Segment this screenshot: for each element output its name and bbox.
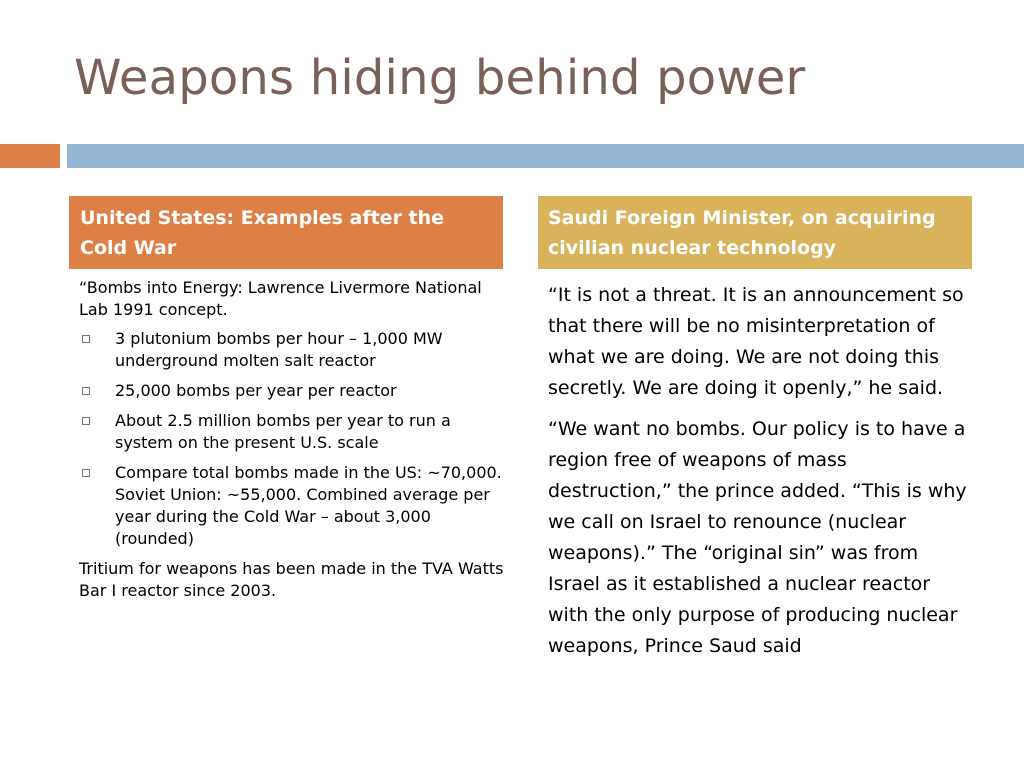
left-closing-text: Tritium for weapons has been made in the TVA Watts Bar I reactor since 2003. — [79, 559, 504, 600]
square-bullet-icon — [82, 417, 90, 425]
right-quote-paragraph: “We want no bombs. Our policy is to have a region free of weapons of mass destruction,” the prince added. “This is why we call on Israel to renounce (nuclear weapons).” The “original sin” was from Israel as it established a nuclear reactor with the only purpose of producing nuclear weapons, Prince Saud said — [548, 418, 967, 657]
left-bullet-list — [79, 328, 509, 550]
list-item-text: 25,000 bombs per year per reactor — [115, 381, 397, 400]
square-bullet-icon — [82, 387, 90, 395]
accent-bar-blue — [67, 144, 1024, 168]
left-column-header: United States: Examples after the Cold War — [69, 196, 503, 269]
list-item-text: 3 plutonium bombs per hour – 1,000 MW underground molten salt reactor — [115, 329, 443, 370]
slide-title: Weapons hiding behind power — [74, 50, 806, 106]
right-quote-paragraph: “It is not a threat. It is an announcement so that there will be no misinterpretation of what we are doing. We are not doing this secretly. We are doing it openly,” he said. — [548, 284, 964, 399]
right-column-body — [548, 280, 968, 662]
left-column-body — [79, 277, 509, 602]
list-item — [79, 380, 509, 402]
square-bullet-icon — [82, 335, 90, 343]
left-intro-text: “Bombs into Energy: Lawrence Livermore National Lab 1991 concept. — [79, 278, 482, 319]
list-item-text: Compare total bombs made in the US: ~70,000. Soviet Union: ~55,000. Combined average per year during the Cold War – about 3,000 (rounded) — [115, 463, 502, 548]
list-item — [79, 462, 509, 550]
right-column-header: Saudi Foreign Minister, on acquiring civilian nuclear technology — [538, 196, 972, 269]
list-item — [79, 328, 509, 372]
accent-bar-orange — [0, 144, 60, 168]
list-item — [79, 410, 509, 454]
square-bullet-icon — [82, 469, 90, 477]
list-item-text: About 2.5 million bombs per year to run a system on the present U.S. scale — [115, 411, 451, 452]
